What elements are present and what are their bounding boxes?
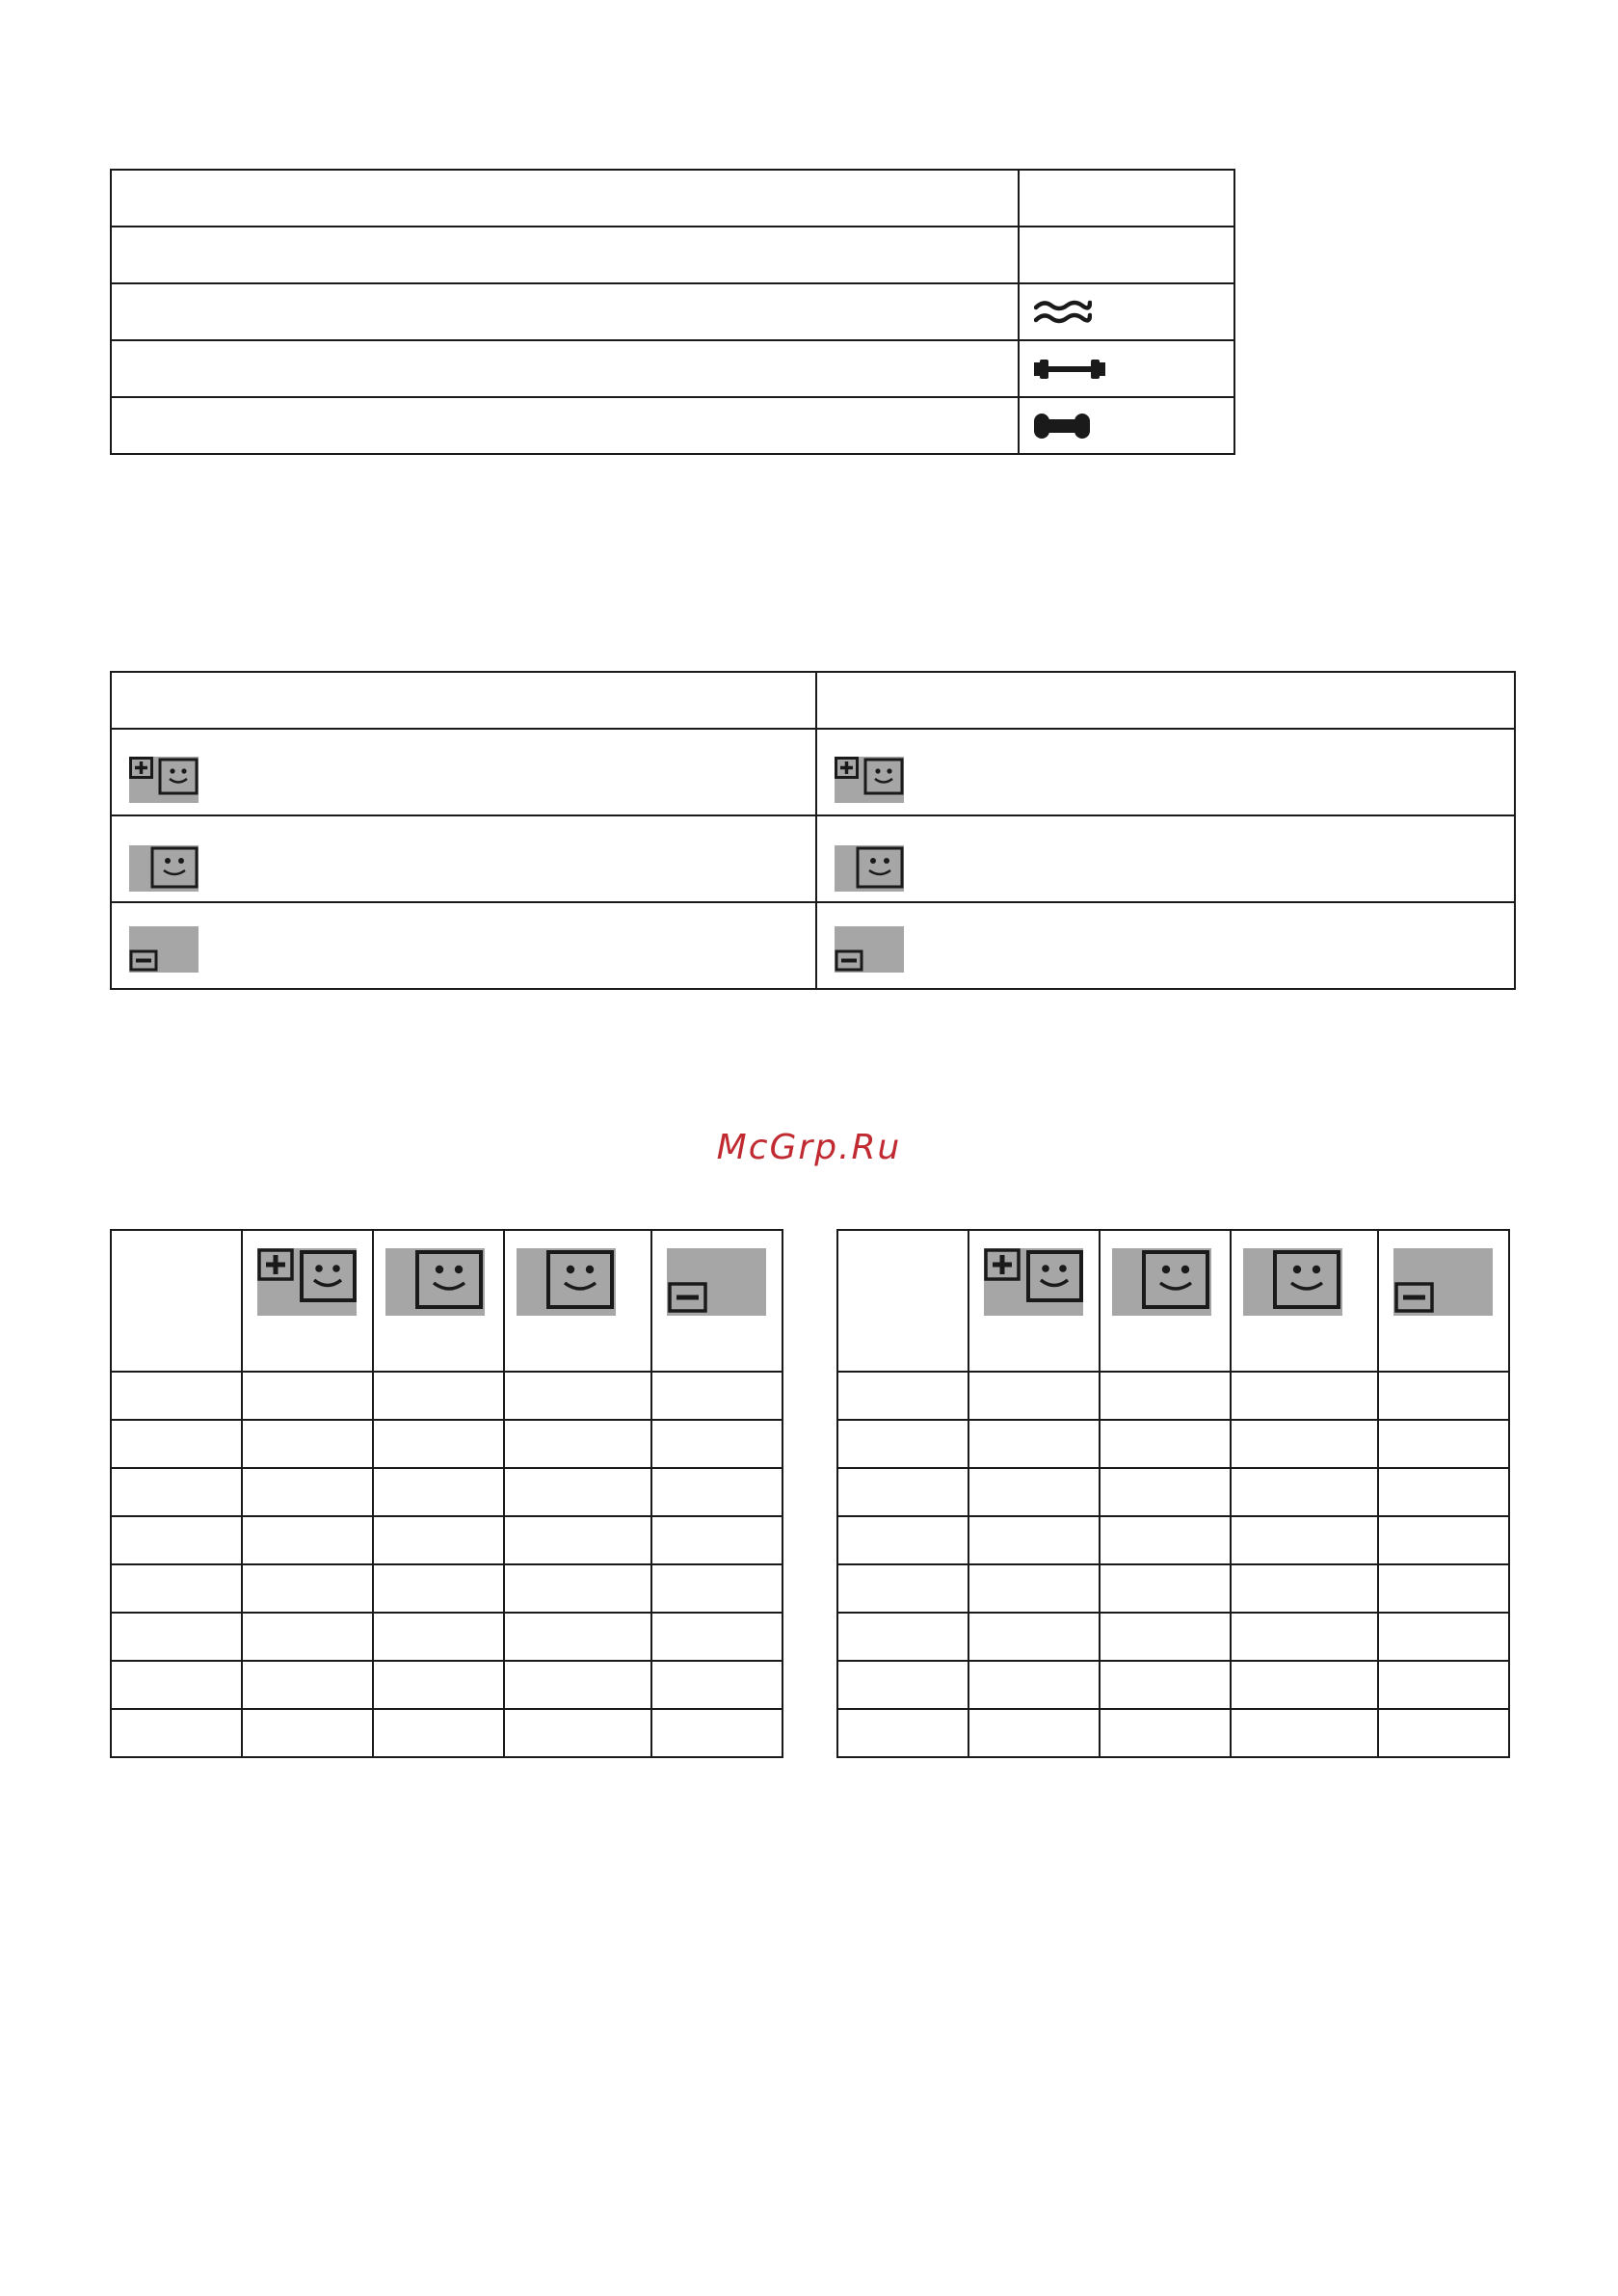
- dumbbell-icon: [1034, 359, 1105, 380]
- wave-icon: [1034, 297, 1092, 328]
- smiley-badge: [1112, 1248, 1211, 1316]
- smiley-badge: [385, 1248, 485, 1316]
- table-row: [111, 902, 1515, 989]
- table-header-row: [837, 1230, 1509, 1372]
- plus-smiley-badge: [984, 1248, 1083, 1316]
- smiley-badge: [1243, 1248, 1342, 1316]
- table-row: [111, 1613, 782, 1661]
- table-row: [837, 1468, 1509, 1516]
- symbols-table: [110, 169, 1235, 455]
- table-row: [837, 1613, 1509, 1661]
- minus-badge: [1393, 1248, 1493, 1316]
- table-row: [111, 1372, 782, 1420]
- bone-icon: [1034, 414, 1090, 439]
- table-row: [111, 1468, 782, 1516]
- table-row: [837, 1564, 1509, 1613]
- table-row: [111, 397, 1234, 454]
- table-row: [111, 1709, 782, 1757]
- grid-table-left: [110, 1229, 783, 1758]
- plus-smiley-badge: [835, 757, 904, 803]
- table-header-row: [111, 1230, 782, 1372]
- table-row: [837, 1661, 1509, 1709]
- table-row: [837, 1420, 1509, 1468]
- table-row: [111, 227, 1234, 283]
- plus-smiley-badge: [129, 757, 199, 803]
- table-row: [111, 170, 1234, 227]
- table-row: [837, 1709, 1509, 1757]
- table-row: [111, 1420, 782, 1468]
- table-row: [111, 1564, 782, 1613]
- grid-table-right: [836, 1229, 1510, 1758]
- minus-badge: [835, 926, 904, 973]
- table-row: [111, 283, 1234, 340]
- plus-smiley-badge: [257, 1248, 357, 1316]
- table-header-row: [111, 672, 1515, 729]
- smiley-badge: [517, 1248, 616, 1316]
- watermark-text: McGrp.Ru: [716, 1128, 902, 1167]
- minus-badge: [129, 926, 199, 973]
- smiley-badge: [835, 845, 904, 892]
- table-row: [837, 1516, 1509, 1564]
- smiley-badge: [129, 845, 199, 892]
- table-row: [111, 1516, 782, 1564]
- table-row: [111, 1661, 782, 1709]
- table-row: [111, 729, 1515, 815]
- table-row: [111, 815, 1515, 902]
- table-row: [837, 1372, 1509, 1420]
- rating-table: [110, 671, 1516, 990]
- minus-badge: [667, 1248, 766, 1316]
- table-row: [111, 340, 1234, 397]
